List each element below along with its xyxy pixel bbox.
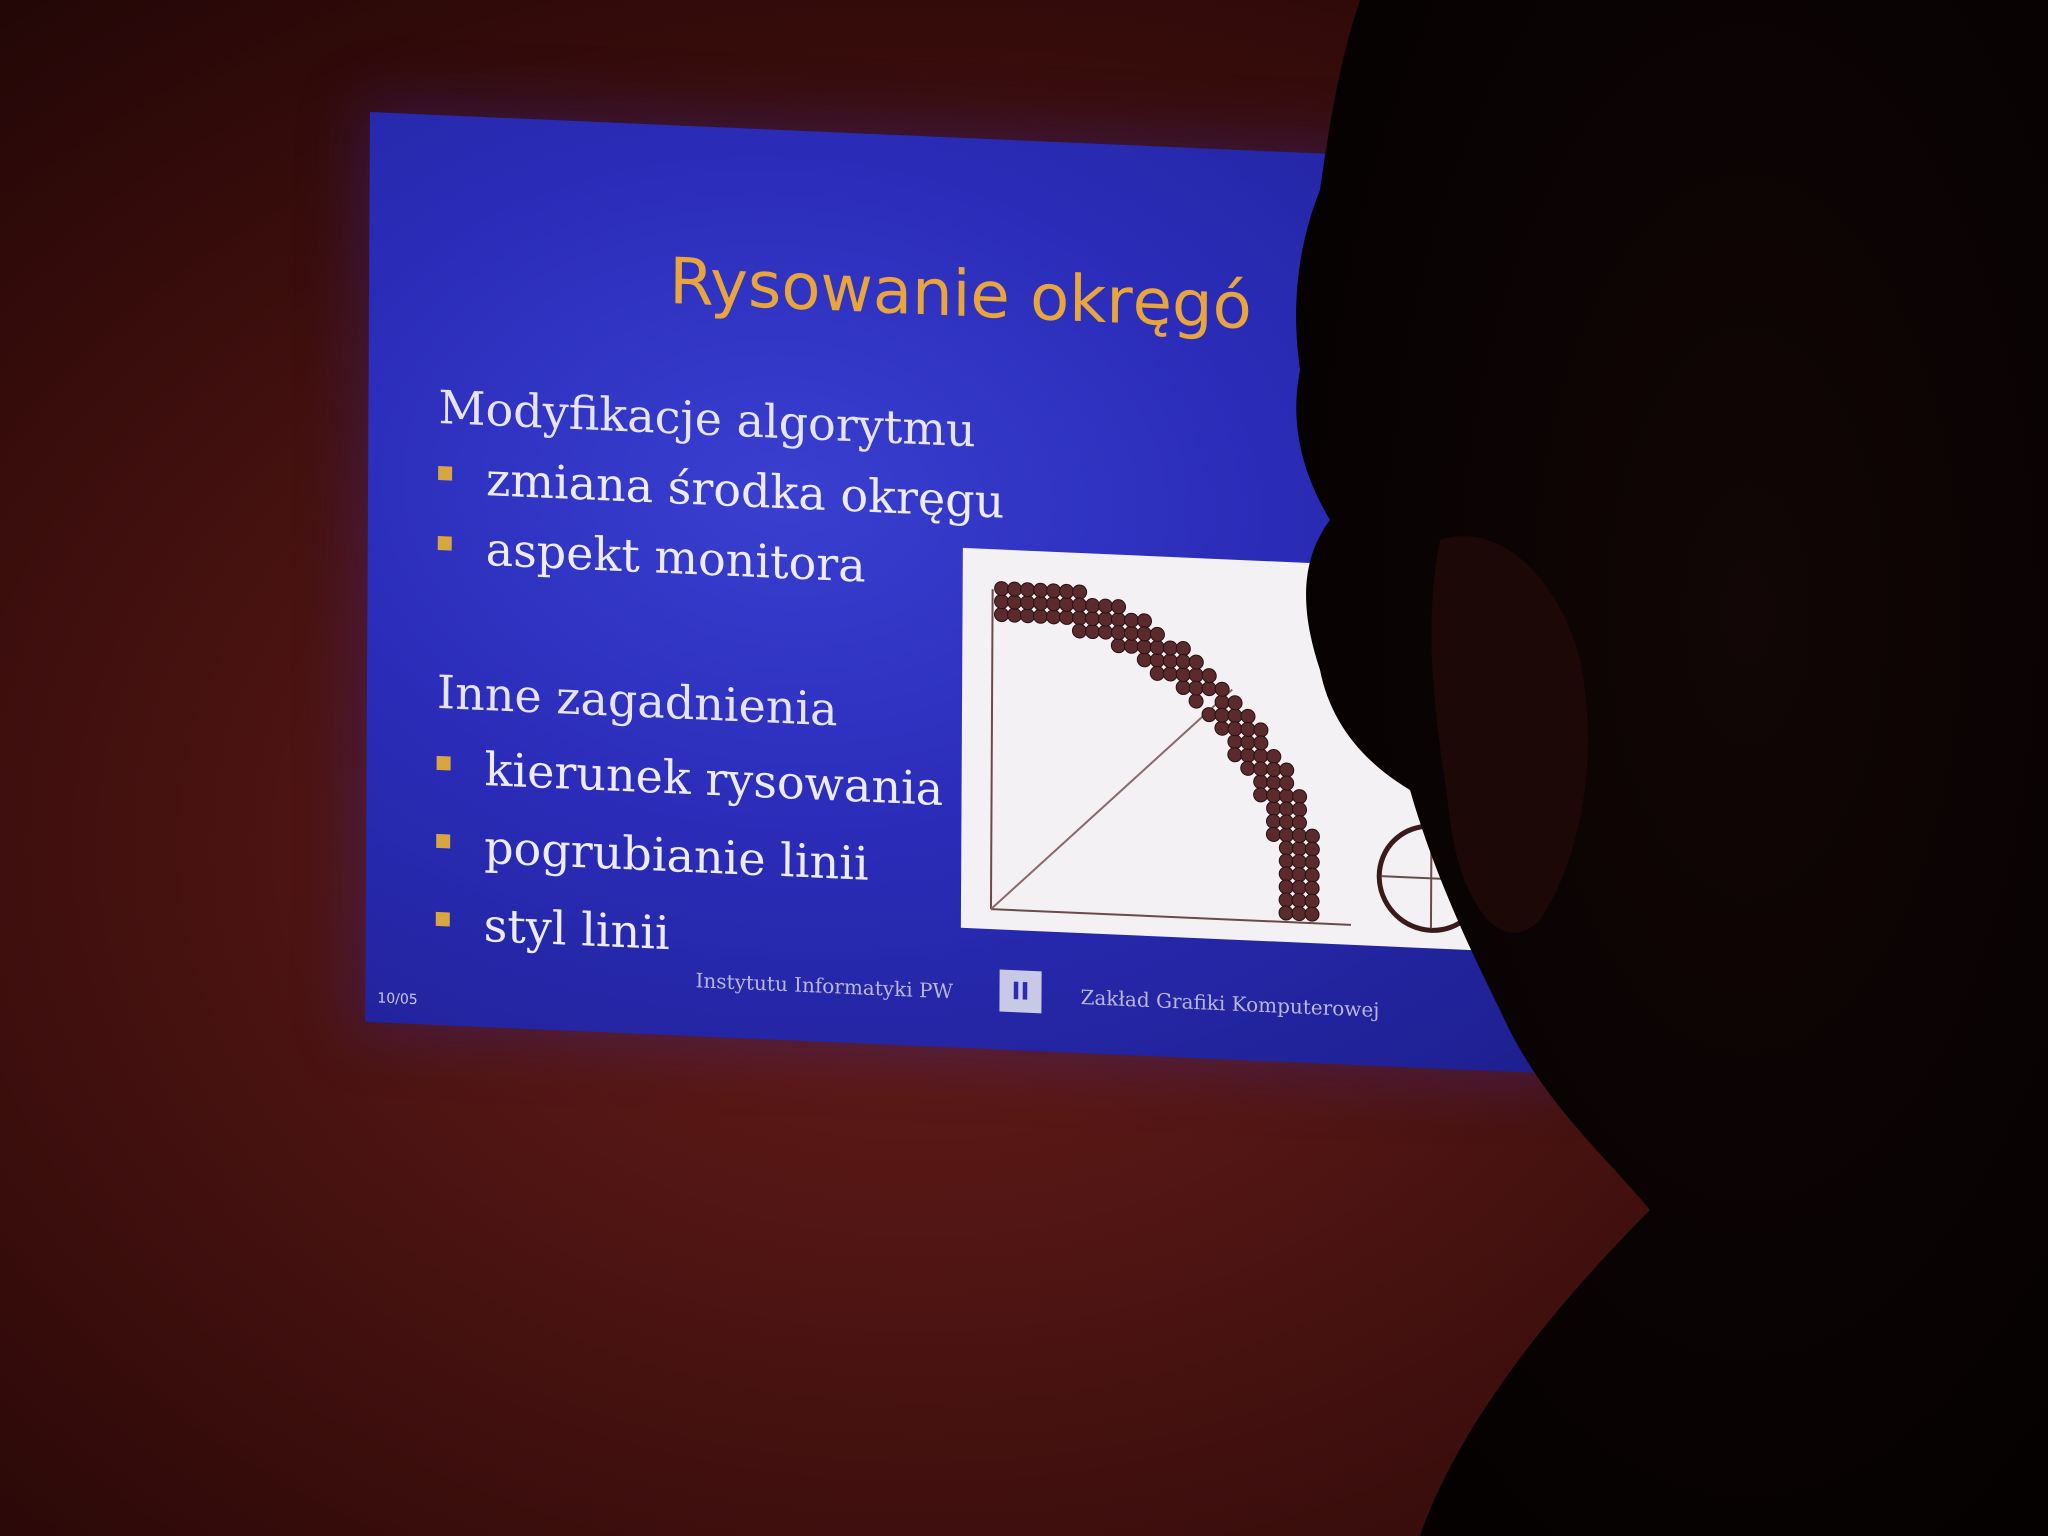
- bullet-text: aspekt monitora: [485, 522, 866, 593]
- institute-logo-icon: II: [999, 969, 1041, 1013]
- bullet-text: styl linii: [483, 897, 670, 961]
- slide-title: Rysowanie okręgó: [668, 245, 1253, 345]
- footer-department: Zakład Grafiki Komputerowej: [1080, 985, 1380, 1023]
- section-heading-modifications: Modyfikacje algorytmu: [438, 379, 976, 458]
- bullet-text: pogrubianie linii: [484, 819, 869, 891]
- bullet-text: kierunek rysowania: [484, 742, 944, 817]
- footer-institute: Instytutu Informatyki PW: [695, 968, 954, 1004]
- bullet-text: zmiana środka okręgu: [485, 452, 1005, 529]
- page-number: 10/05: [377, 990, 418, 1009]
- section-heading-other-topics: Inne zagadnienia: [436, 664, 838, 737]
- head-and-shoulders: [1296, 0, 2048, 1536]
